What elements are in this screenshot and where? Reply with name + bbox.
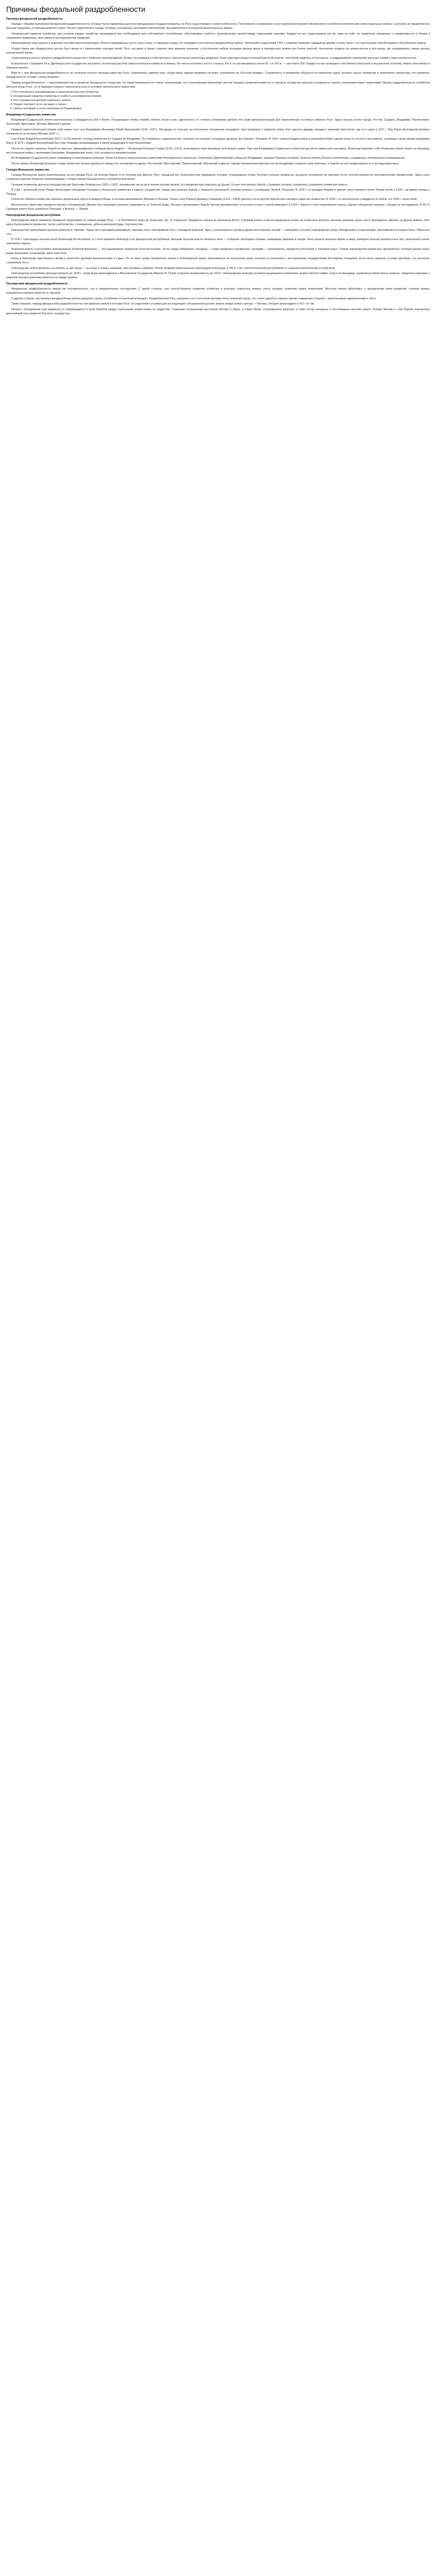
- paragraph: После его гибели в княжестве начались длительные смуты и междоусобицы, в которые вмешивались Венгрия и Польша. Только сыну Романа Даниилу Галицкому (1221—1264) удалось после долгой борьбы восстановить единство княжества. В 1238 г. он окончательно утвердился в Галиче, а в 1240 г. занял Киев.: [11, 198, 417, 201]
- page-title: Причины феодальной раздробленности: [6, 6, 146, 14]
- paragraph: Монгольское нашествие прервало процесс объединения. Даниил был вынужден признать зависимость от Золотой Орды. Пытаясь организовать борьбу против завоевателей, он вступил в союз с папой римским и в 1254 г. принял от него королевскую корону. Однако обещанной помощи с Запада не последовало. В XIV в. Галицкая земля была захвачена Польшей, а Волынь — Литвой.: [6, 203, 430, 211]
- paragraph: Наряду с общими причинами феодальной раздробленности, которые были характерны для всех феодальных государств Европы, на Руси существовали и свои особенности. Постепенное становление и рост крупной вотчинной собственности ослабляли политические связи отдельных земель с центром, их правители все меньше нуждались в помощи киевского князя. Росли и укреплялись города, которые становились центрами политической, экономической и культурной жизни крупных земель.: [6, 23, 430, 30]
- paragraph: Существенную роль в процессе раздробления сыграл рост боярского землевладения. Бояре, получившие в собственность значительные земельные владения, были заинтересованы в сильной местной власти, способной защитить их интересы, и поддерживали стремление местных князей к самостоятельности.: [11, 57, 417, 60]
- paragraph: Галицкое княжество достигло могущества при Ярославе Осмомысле (1153—1187), прозванном так за ум и знание восьми языков. Его владения простирались до Дуная. Он вел постоянную борьбу с боярами, которые стремились ограничить княжескую власть.: [11, 183, 348, 187]
- paragraph: После смерти Всеволода Большое Гнездо княжество начало дробиться между его сыновьями на уделы: Ростовский, Ярославский, Переяславский, Юрьевский и другие. Однако великокняжеский престол во Владимире сохранял свое значение, а борьба за него продолжалась и в последующие века.: [11, 162, 399, 165]
- paragraph: Князь в Новгороде приглашался вечем и выполнял функции военачальника и судьи. Он не имел права приобретать земли в Новгородской земле, вмешиваться во внутренние дела, вступать в отношения с иностранными государствами без ведома посадника. Если князь нарушал условия договора, его изгоняли: «указывали путь».: [6, 257, 430, 265]
- paragraph: Период раздробленности — закономерный этап в развитии феодального общества. Он характеризовался не только негативными, но и позитивными явлениями: ростом городов, развитием ремесла и торговли, расцветом культуры в отдельных землях, освоением новых территорий. Однако раздробленность ослабляла военную мощь Руси, что в будущем сыграло трагическую роль в условиях монгольского нашествия.: [6, 81, 430, 89]
- paragraph: Новгородская земля занимала обширную территорию на северо-западе Руси — от Балтийского моря до Уральских гор, от Северного Ледовитого океана до верховьев Волги. Суровый климат и малоплодородные почвы не позволяли получать высоких урожаев, зерно часто приходилось ввозить из других земель. Зато здесь были развиты промыслы: охота, рыболовство, солеварение, добыча железной руды, бортничество.: [6, 219, 430, 227]
- document-body: [6, 18, 430, 316]
- paragraph: В результате к середине XII в. Древнерусское государство распалось на полтора десятка самостоятельных княжеств и земель. Их число постоянно росло: к началу XIII в. их насчитывалось около 50, а в XIV в. — уже около 250. Каждое из них проводило собственную внешнюю и внутреннюю политику, имело свое войско и чеканило монету.: [6, 62, 430, 70]
- paragraph: Реальная власть в республике принадлежала боярской верхушке — так называемым «тремстам золотым поясам». Из их среды избирались посадник — глава городского управления, тысяцкий — руководитель городского ополчения и торговый судья. Главой новгородской церкви был архиепископ, который хранил казну, ведал внешними сношениями, имел свой полк.: [6, 247, 430, 255]
- list-item: 5. Набеги половцев и отток населения из Поднепровья.: [10, 107, 82, 111]
- paragraph: После его смерти началась борьба за престол, завершившаяся победой брата Андрея — Всеволода Большое Гнездо (1176—1212), получившего свое прозвище за большую семью. При нем Владимиро-Суздальское княжество достигло наивысшего расцвета. Всеволод подчинил себе Рязанские земли, влиял на Новгород, вел успешные войны с волжскими булгарами. Владимирский князь стал называться великим князем.: [6, 147, 430, 155]
- paragraph: Во Владимиро-Суздальской земле развивалась своеобразная культура. Были построены замечательные памятники белокаменного зодчества: Успенский и Дмитриевский соборы во Владимире, церковь Покрова на Нерли, Золотые ворота. Велось летописание, создавались литературные произведения.: [11, 157, 406, 160]
- paragraph: Упадок Киева как общерусского центра был связан и с изменением торговых путей. Путь «из варяг в греки» утратил свое прежнее значение, а постоянные набеги половцев делали жизнь в южнорусских землях все более опасной. Население уходило на северо-восток и юго-запад, где складывались новые центры политической жизни.: [6, 47, 430, 55]
- paragraph: В 1199 г. волынский князь Роман Мстиславич объединил Галицкое и Волынское княжества в единое государство. Роман вел упорную борьбу с боярской оппозицией, успешно воевал с половцами, Литвой, Польшей. В 1203 г. он овладел Киевом и принял титул великого князя. Роман погиб в 1205 г. во время похода в Польшу.: [6, 188, 430, 196]
- closing-paragraph: Процесс объединения шел медленно и сопровождался острой борьбой между отдельными княжествами за лидерство. Главными соперниками выступали Москва и Тверь, а также Литва, стремившаяся включить в свой состав западные и юго-западные русские земли. Победа Москвы в этой борьбе определила дальнейший путь развития Русского государства.: [6, 308, 430, 315]
- list-item: 4. Упадок торгового пути «из варяг в греки».: [10, 103, 67, 107]
- document-page: [0, 0, 436, 321]
- section-heading: Владимиро-Суздальское княжество: [6, 113, 56, 117]
- paragraph: Немаловажную роль играла и порочная система престолонаследия. Власть передавалась не от отца к сыну, а старшему в роду, что порождало постоянные междоусобные войны. Любечский съезд князей 1097 г. закрепил принцип «каждый да держит отчину свою», что еще больше способствовало обособлению земель.: [11, 42, 427, 45]
- list-item: 1. Рост вотчинного землевладения и укрепление местного боярства.: [10, 90, 99, 94]
- paragraph: Вместе с тем феодальная раздробленность не означала полного распада единства Руси. Сохранялись единый язык, общая вера, единая правовая система, основанная на «Русской правде». Сохранялось и понимание общности исторических судеб, которое нашло отражение в памятниках литературы того времени, прежде всего в «Слове о полку Игореве».: [6, 72, 430, 79]
- paragraph: С другой стороны, постоянные междоусобные войны разоряли страну, ослабляли ее военный потенциал. Раздробленная Русь оказалась не в состоянии противостоять внешней угрозе, что стало одной из главных причин поражения в борьбе с монгольскими завоевателями в XIII в.: [11, 297, 377, 300]
- section-heading: Галицко-Волынское княжество: [6, 168, 49, 172]
- paragraph: Первым самостоятельным князем этой земли стал сын Владимира Мономаха Юрий Долгорукий (1125—1157). Прозвище он получил за постоянное стремление расширить свои владения и захватить Киев. Ему удалось дважды овладеть киевским престолом, где он и умер в 1157 г. При Юрии Долгоруком впервые упоминается в летописи Москва (1147 г.).: [6, 128, 430, 135]
- section-heading: Причины феодальной раздробленности: [6, 18, 62, 21]
- list-item: 2. Натуральный характер хозяйства и слабость экономических связей.: [10, 95, 102, 98]
- paragraph: Галицко-Волынская земля располагалась на юго-западе Руси, на склонах Карпат и по течению рек Днестр, Прут, Западный Буг. Благоприятные природные условия, плодородные почвы, богатые соляные промыслы, выгодное положение на торговых путях способствовали ее экономическому процветанию. Здесь рано сложилось крупное боярское землевладение, и бояре играли большую роль в политической жизни.: [6, 174, 430, 181]
- paragraph: В 1136 г. новгородцы изгнали князя Всеволода Мстиславича, и с этого времени Новгород стал феодальной республикой. Высшим органом власти являлось вече — собрание свободных горожан, владевших дворами в городе. Вече решало вопросы войны и мира, избирало высших должностных лиц, приглашало князя, принимало законы.: [6, 238, 430, 246]
- closing-paragraph: Таким образом, период феодальной раздробленности стал важным этапом в истории Руси. Он подготовил условия для последующего объединения русских земель вокруг нового центра — Москвы, которое происходило в XIV—XV вв.: [11, 302, 315, 306]
- paragraph: Феодальная раздробленность имела как положительные, так и отрицательные последствия. С одной стороны, она способствовала развитию хозяйства и культуры отдельных земель, росту городов, освоению новых территорий. Местные князья заботились о процветании своих владений, строили храмы, покровительствовали ремеслу и торговле.: [6, 287, 430, 295]
- paragraph: Новгородская земля делилась на пятины, а сам город — на концы и улицы, имевшие свои вечевые собрания. Псков, бывший первоначально пригородом Новгорода, в XIII в. стал самостоятельной республикой со сходным политическим устройством.: [11, 266, 336, 270]
- paragraph: Владимиро-Суздальская земля располагалась в междуречье Оки и Волги. Плодородные почвы ополий, обилие лесов и рек, удаленность от степных кочевников делали этот край привлекательным для переселенцев из южных районов Руси. Здесь быстро росли города: Ростов, Суздаль, Владимир, Переяславль-Залесский, Ярославль, Москва, Дмитров и другие.: [6, 118, 430, 126]
- paragraph: Новгородская республика просуществовала до 1478 г., когда была присоединена к Московскому государству Иваном III. Псков сохранял независимость до 1510 г. Новгородская культура оставила выдающиеся памятники: храмы Святой Софии, Спаса на Нередице, знаменитые берестяные грамоты, свидетельствующие о широком распространении грамотности среди горожан.: [6, 272, 430, 280]
- paragraph: Новгород был крупнейшим центром ремесла и торговли. Через него проходили важнейшие торговые пути, связывавшие Русь с Западной Европой. Здесь существовали торговые дворы иностранных купцов — немецкий и готский. Новгородские купцы объединялись в корпорации, крупнейшей из которых было «Иванское сто».: [6, 228, 430, 236]
- paragraph: Натуральный характер хозяйства, при котором каждое хозяйство производило все необходимое для собственного потребления, обусловливал слабость экономических связей между отдельными землями. Каждая из них существовала как бы сама по себе, ее правители стремились к независимости от Киева и стремились превратить свои земли в наследственные владения.: [6, 32, 430, 40]
- section-heading: Последствия феодальной раздробленности: [6, 282, 68, 286]
- paragraph: Сын Юрия Андрей Боголюбский (1157—1174) перенес столицу княжества из Суздаля во Владимир. Он стремился к единовластию, опирался на горожан и младшую дружину, вел борьбу с боярами. В 1169 г. войска Андрея взяли и разграбили Киев, однако князь не остался там княжить, а передал город своему младшему брату. В 1174 г. Андрей Боголюбский был убит боярами-заговорщиками в своей резиденции в селе Боголюбово.: [6, 138, 430, 145]
- list-item: 3. Рост городов как центров отдельных земель.: [10, 99, 72, 103]
- causes-list: [6, 90, 430, 111]
- section-heading: Новгородская феодальная республика: [6, 213, 61, 217]
